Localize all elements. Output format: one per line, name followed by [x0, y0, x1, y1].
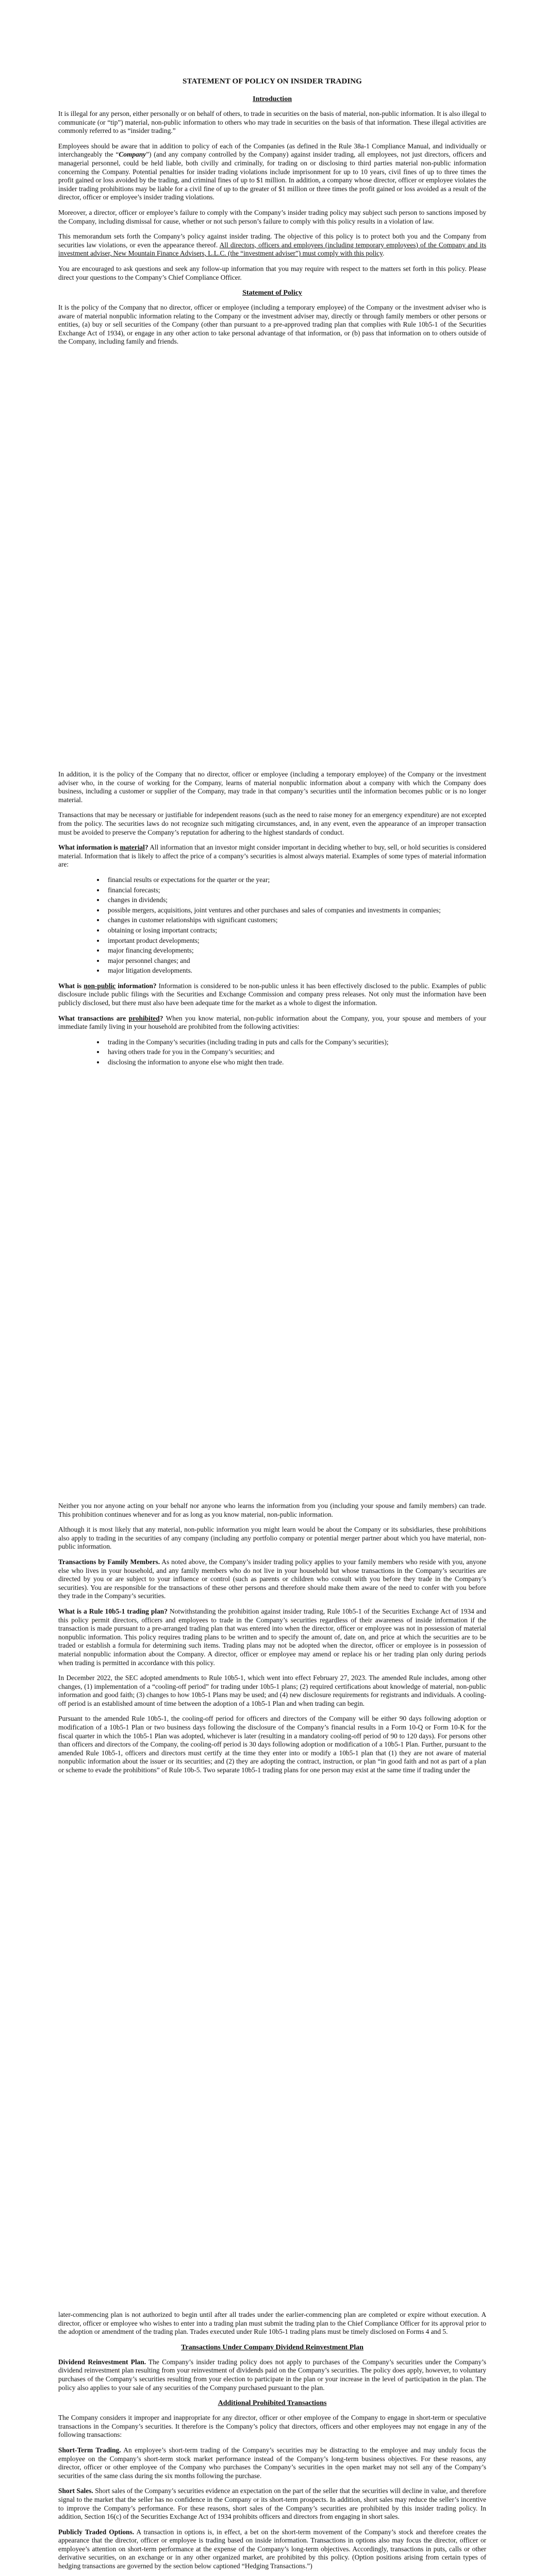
plan-paragraph-3: Pursuant to the amended Rule 10b5-1, the cooling-off period for officers and directors of the Company will be either 90 days following adoption or modification of a 10b5-1 Plan or two business days following the disclosure of the Company’s financial results in a Form 10-Q or Form 10-K for the fiscal quarter in which the 10b5-1 Plan was adopted, whichever is later (resulting in a mandatory cooling-off period of 90 to 120 days). For persons other than officers and directors of the Company, the cooling-off period is 30 days following adoption or modification of a 10b5-1 Plan. Further, pursuant to the amended Rule 10b5-1, officers and directors must certify at the time they enter into or modify a 10b5-1 plan that (1) they are not aware of material nonpublic information about the issuer or its securities; and (2) they are adopting the contract, instruction, or plan “in good faith and not as part of a plan or scheme to evade the prohibitions” of Rule 10b-5. Two separate 10b5-1 trading plans for one person may exist at the same time if trading under the [58, 1715, 486, 1774]
statement-paragraph-2: In addition, it is the policy of the Company that no director, officer or employee (including a temporary employee) of the Company or the investment adviser who, in the course of working for the Company, learns of material nonpublic information about a company with which the Company does business, including a customer or supplier of the Company, may trade in that company’s securities until the information becomes public or is no longer material. [58, 770, 486, 804]
list-item: • financial results or expectations for the quarter or the year; [105, 876, 486, 885]
intro-paragraph-4: This memorandum sets forth the Company’s policy against insider trading. The objective of this policy is to protect both you and the Company from securities law violations, or even the appearance thereof. All directors, officers and employees (including temporary employees) of the Company and its investment adviser, New Mountain Finance Advisers, L.L.C. (the “investment adviser”) must comply with this policy. [58, 232, 486, 258]
additional-heading: Additional Prohibited Transactions [218, 2399, 327, 2408]
short-sales-paragraph: Short Sales. Short sales of the Company’s securities evidence an expectation on the part of the seller that the securities will decline in value, and therefore signal to the market that the seller has no confidence in the Company or its short-term prospects. In addition, short sales may reduce the seller’s incentive to improve the Company’s performance. For these reasons, short sales of the Company’s securities are prohibited by this insider trading policy. In addition, Section 16(c) of the Securities Exchange Act of 1934 prohibits officers and directors from engaging in short sales. [58, 2487, 486, 2521]
list-item: • having others trade for you in the Company’s securities; and [105, 1048, 486, 1057]
introduction-heading: Introduction [253, 95, 292, 103]
family-paragraph: Transactions by Family Members. As noted above, the Company’s insider trading policy applies to your family members who reside with you, anyone else who lives in your household, and any family members who do not live in your household but whose transactions in the Company’s securities are directed by you or are subject to your influence or control (such as parents or children who consult with you before they trade in the Company’s securities). You are responsible for the transactions of these other persons and therefore should make them aware of the need to confer with you before they trade in the Company’s securities. [58, 1557, 486, 1600]
list-item: • important product developments; [105, 937, 486, 945]
plan-paragraph-2: In December 2022, the SEC adopted amendments to Rule 10b5-1, which went into effect February 27, 2023. The amended Rule includes, among other changes, (1) implementation of a “cooling-off period” for trading under 10b5-1 plans; (2) required certifications about knowledge of material, non-public information and good faith; (3) changes to how 10b5-1 Plans may be used; and (4) new disclosure requirements for registrants and individuals. A cooling-off period is an established amount of time between the adoption of a 10b5-1 Plan and when trading can begin. [58, 1674, 486, 1707]
list-item: • trading in the Company’s securities (including trading in puts and calls for the Company’s securities); [105, 1038, 486, 1047]
list-item: • major personnel changes; and [105, 957, 486, 965]
statement-heading: Statement of Policy [242, 289, 302, 297]
document-title: STATEMENT OF POLICY ON INSIDER TRADING [183, 77, 362, 86]
company-defined-term: Company [119, 150, 146, 159]
prohibited-list [58, 1038, 486, 1067]
options-paragraph: Publicly Traded Options. A transaction in options is, in effect, a bet on the short-term movement of the Company’s stock and therefore creates the appearance that the director, officer or employee is trading based on inside information. Transactions in options also may focus the director, officer or employee’s attention on short-term performance at the expense of the Company’s long-term objectives. Accordingly, transactions in puts, calls or other derivative securities, on an exchange or in any other organized market, are prohibited by this policy. (Option positions arising from certain types of hedging transactions are governed by the section below captioned “Hedging Transactions.”) [58, 2528, 487, 2570]
intro-paragraph-2: Employees should be aware that in addition to policy of each of the Companies (as defined in the Rule 38a-1 Compliance Manual, and individually or interchangeably the “Company”) (and any company controlled by the Company) against insider trading, all employees, not just directors, officers and managerial personnel, could be held liable, both civilly and criminally, for trading on or disclosing to third parties material non-public information concerning the Company. Potential penalties for insider trading violations include imprisonment for up to 10 years, civil fines of up to three times the profit gained or loss avoided by the trading, and criminal fines of up to $1 million. In addition, a company whose director, officer or employee violates the insider trading prohibitions may be liable for a civil fine of up to the greater of $1 million or three times the profit gained or loss avoided as a result of the director, officer or employee’s insider trading violations. [58, 142, 486, 201]
nonpublic-paragraph: What is non-public information? Information is considered to be non-public unless it has been effectively disclosed to the public. Examples of public disclosure include public filings with the Securities and Exchange Commission and company press releases. Not only must the information have been publicly disclosed, but there must also have been adequate time for the market as a whole to digest the information. [58, 981, 487, 1007]
prohibited-after-paragraph: Neither you nor anyone acting on your behalf nor anyone who learns the information from you (including your spouse and family members) can trade. This prohibition continues whenever and for as long as you know material, non-public information. [58, 1502, 486, 1518]
list-item: • financial forecasts; [105, 886, 486, 895]
drip-heading: Transactions Under Company Dividend Reinvestment Plan [181, 2343, 364, 2351]
prohibited-paragraph-2: Although it is most likely that any material, non-public information you might learn would be about the Company or its subsidiaries, these prohibitions also apply to trading in the securities of any company (including any portfolio company or potential merger partner about which you have material, non-public information. [58, 1526, 486, 1551]
plan-paragraph-1: What is a Rule 10b5-1 trading plan? Notwithstanding the prohibition against insider trading, Rule 10b5-1 of the Securities Exchange Act of 1934 and this policy permit directors, officers and employees to trade in the Company’s securities regardless of their awareness of inside information if the transaction is made pursuant to a pre-arranged trading plan that was entered into when the director, officer or employee was not in possession of material nonpublic information. This policy requires trading plans to be written and to specify the amount of, date on, and price at which the securities are to be traded or establish a formula for determining such items. Trading plans may not be adopted when the director, officer or employee is in possession of material nonpublic information about the Company. A director, officer or employee may amend or replace his or her trading plan only during periods when trading is permitted in accordance with this policy. [58, 1607, 486, 1667]
list-item: • changes in customer relationships with significant customers; [105, 916, 486, 925]
page-3 [0, 1502, 544, 1782]
drip-paragraph: Dividend Reinvestment Plan. The Company’s insider trading policy does not apply to purchases of the Company’s securities under the Company’s dividend reinvestment plan resulting from your reinvestment of dividends paid on the Company’s securities. The policy does apply, however, to voluntary purchases of the Company’s securities resulting from your election to participate in the plan or your increase in the level of participation in the plan. The policy also applies to your sale of any securities of the Company purchased pursuant to the plan. [58, 2358, 486, 2392]
intro-paragraph-1: It is illegal for any person, either personally or on behalf of others, to trade in securities on the basis of material, non-public information. It is also illegal to communicate (or “tip”) material, non-public information to others who may trade in securities on the basis of that information. These illegal activities are commonly referred to as “insider trading.” [58, 110, 486, 135]
material-list [58, 876, 486, 975]
page-1 [0, 77, 544, 353]
short-term-paragraph: Short-Term Trading. An employee’s short-term trading of the Company’s securities may be distracting to the employee and may unduly focus the employee on the Company’s short-term stock market performance instead of the Company’s long-term business objectives. For these reasons, any director, officer or other employee of the Company who purchases the Company’s securities in the open market may not sell any of the Company’s securities of the same class during the six months following the purchase. [58, 2446, 486, 2480]
intro-paragraph-3: Moreover, a director, officer or employee’s failure to comply with the Company’s insider trading policy may subject such person to sanctions imposed by the Company, including dismissal for cause, whether or not such person’s failure to comply with this policy results in a violation of law. [58, 208, 486, 225]
intro-paragraph-5: You are encouraged to ask questions and seek any follow-up information that you may require with respect to the matters set forth in this policy. Please direct your questions to the Company’s Chief Compliance Officer. [58, 264, 486, 281]
list-item: • possible mergers, acquisitions, joint ventures and other purchases and sales of companies and investments in companies; [105, 906, 486, 915]
page-4 [0, 2311, 544, 2576]
statement-paragraph-3: Transactions that may be necessary or justifiable for independent reasons (such as the need to raise money for an emergency expenditure) are not excepted from the policy. The securities laws do not recognize such mitigating circumstances, and, in any event, even the appearance of an improper transaction must be avoided to preserve the Company’s reputation for adhering to the highest standards of conduct. [58, 811, 486, 836]
list-item: • major litigation developments. [105, 967, 486, 975]
material-paragraph: What information is material? All information that an investor might consider important in deciding whether to buy, sell, or hold securities is considered material. Information that is likely to affect the price of a company’s securities is almost always material. Examples of some types of material information are: [58, 843, 486, 869]
list-item: • changes in dividends; [105, 896, 486, 905]
list-item: • major financing developments; [105, 946, 486, 955]
prohibited-paragraph: What transactions are prohibited? When you know material, non-public information about the Company, you, your spouse and members of your immediate family living in your household are prohibited from the following activities: [58, 1014, 486, 1031]
plan-paragraph-3-continued: later-commencing plan is not authorized to begin until after all trades under the earlier-commencing plan are completed or expire without execution. A director, officer or employee who wishes to enter into a trading plan must submit the trading plan to the Chief Compliance Officer for its approval prior to the adoption or amendment of the trading plan. Trades executed under Rule 10b5-1 trading plans must be timely disclosed on Forms 4 and 5. [58, 2311, 486, 2336]
list-item: • disclosing the information to anyone else who might then trade. [105, 1058, 486, 1067]
page-2 [0, 770, 544, 1074]
list-item: • obtaining or losing important contracts; [105, 926, 486, 935]
additional-paragraph-1: The Company considers it improper and inappropriate for any director, officer or other employee of the Company to engage in short-term or speculative transactions in the Company’s securities. It therefore is the Company’s policy that directors, officers and other employees may not engage in any of the following transactions: [58, 2414, 486, 2439]
statement-paragraph-1: It is the policy of the Company that no director, officer or employee (including a temporary employee) of the Company or the investment adviser who is aware of material nonpublic information relating to the Company or the investment adviser may, directly or through family members or other persons or entities, (a) buy or sell securities of the Company (other than pursuant to a pre-approved trading plan that complies with Rule 10b5-1 of the Securities Exchange Act of 1934), or engage in any other action to take personal advantage of that information, or (b) pass that information on to others outside of the Company, including family and friends. [58, 303, 486, 346]
